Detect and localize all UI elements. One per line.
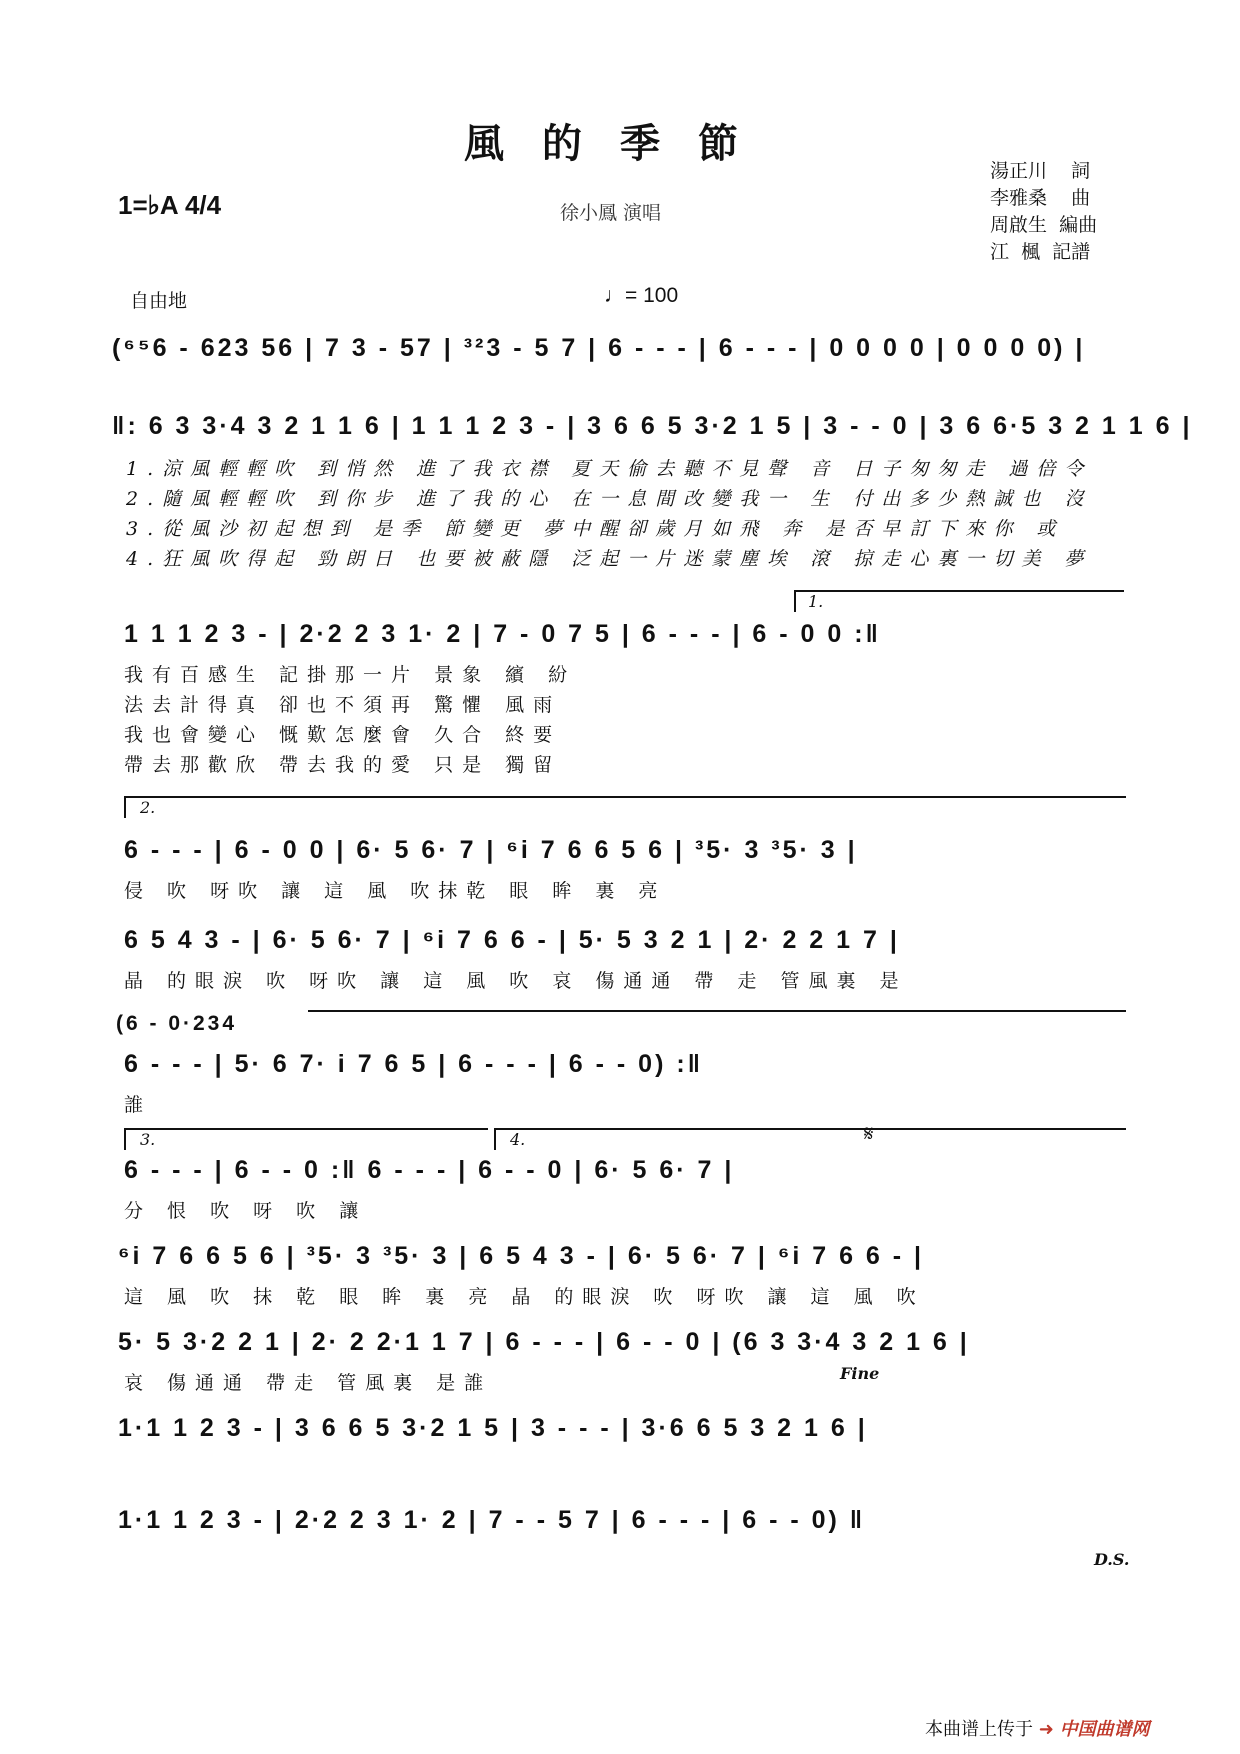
system-9-notes: 5· 5 3·2 2 1 | 2· 2 2·1 1 7 | 6 - - - | 6 - - 0 | (6 3 3·4 3 2 1 6 | [118, 1328, 970, 1356]
volta-1-bracket [794, 590, 1124, 592]
site-logo-icon: ➜ [1038, 1719, 1054, 1740]
system-8-notes: ⁶i 7 6 6 5 6 | ³5· 3 ³5· 3 | 6 5 4 3 - | 6· 5 6· 7 | ⁶i 7 6 6 - | [118, 1242, 925, 1270]
system-6-lyric: 誰 [124, 1094, 153, 1116]
system-5-notes: 6 5 4 3 - | 6· 5 6· 7 | ⁶i 7 6 6 - | 5· 5 3 2 1 | 2· 2 2 1 7 | [124, 926, 900, 954]
system-5-lyric: 晶 的眼淚 吹 呀吹 讓 這 風 吹 哀 傷通通 帶 走 管風裏 是 [124, 970, 908, 992]
system-2-lyric-2: 2.隨風輕輕吹 到你步 進了我的心 在一息間改變我一 生 付出多少熱誠也 沒 [126, 488, 1093, 510]
credit-composer: 李雅桑 曲 [990, 187, 1091, 209]
system-2-notes: ‖: 6 3 3·4 3 2 1 1 6 | 1 1 1 2 3 - | 3 6 6 5 3·2 1 5 | 3 - - 0 | 3 6 6·5 3 2 1 1 6 | [112, 412, 1193, 440]
system-7-lyric: 分 恨 吹 呀 吹 讓 [124, 1200, 368, 1222]
system-3-notes: 1 1 1 2 3 - | 2·2 2 3 1· 2 | 7 - 0 7 5 | 6 - - - | 6 - 0 0 :‖ [124, 620, 881, 648]
credit-arranger: 周啟生 編曲 [990, 214, 1098, 236]
system-2-lyric-1: 1.涼風輕輕吹 到悄然 進了我衣襟 夏天偷去聽不見聲 音 日子匆匆走 過倍令 [126, 458, 1093, 480]
system-2-lyric-4: 4.狂風吹得起 勁朗日 也要被蔽隱 泛起一片迷蒙塵埃 滾 掠走心裏一切美 夢 [126, 548, 1093, 570]
system-7-notes: 6 - - - | 6 - - 0 :‖ 6 - - - | 6 - - 0 | 6· 5 6· 7 | [124, 1156, 735, 1184]
volta-2-bracket [124, 796, 1126, 798]
system-6-upper-notes: (6 - 0·234 [116, 1012, 238, 1035]
system-10-notes: 1·1 1 2 3 - | 3 6 6 5 3·2 1 5 | 3 - - - | 3·6 6 5 3 2 1 6 | [118, 1414, 868, 1442]
system-3-lyric-4: 帶去那歡欣 帶去我的愛 只是 獨留 [124, 754, 562, 776]
volta-2-bracket-edge [124, 796, 126, 818]
credit-lyricist: 湯正川 詞 [990, 160, 1091, 182]
system-11-notes: 1·1 1 2 3 - | 2·2 2 3 1· 2 | 7 - - 5 7 | 6 - - - | 6 - - 0) ‖ [118, 1506, 866, 1534]
system-4-lyric: 侵 吹 呀吹 讓 這 風 吹抹乾 眼 眸 裏 亮 [124, 880, 667, 902]
system-1-notes: (⁶⁵6 - 623 56 | 7 3 - 57 | ³²3 - 5 7 | 6 - - - | 6 - - - | 0 0 0 0 | 0 0 0 0) | [112, 334, 1086, 362]
footer-prefix: 本曲谱上传于 [925, 1719, 1033, 1740]
footer-brand[interactable]: 中国曲谱网 [1059, 1719, 1150, 1740]
volta-2-label: 2. [140, 798, 156, 817]
ds-marker: D.S. [1094, 1550, 1130, 1569]
credits [990, 158, 1097, 266]
tempo-label: 自由地 [130, 290, 188, 312]
fine-marker: Fine [840, 1364, 880, 1383]
volta-3-bracket [124, 1128, 488, 1130]
volta-1-bracket-edge [794, 590, 796, 612]
system-8-lyric: 這 風 吹 抹 乾 眼 眸 裏 亮 晶 的眼淚 吹 呀吹 讓 這 風 吹 [124, 1286, 925, 1308]
repeat-bracket [308, 1010, 1126, 1012]
tempo-mark: ♩= 100 [604, 284, 679, 307]
system-4-notes: 6 - - - | 6 - 0 0 | 6· 5 6· 7 | ⁶i 7 6 6 5 6 | ³5· 3 ³5· 3 | [124, 836, 858, 864]
volta-1-label: 1. [808, 592, 824, 611]
volta-3-bracket-edge [124, 1128, 126, 1150]
volta-4-bracket [494, 1128, 1126, 1130]
key-signature: 1=♭A 4/4 [118, 190, 222, 220]
system-3-lyric-3: 我也會變心 慨歎怎麼會 久合 終要 [124, 724, 562, 746]
system-2-lyric-3: 3.從風沙初起想到 是季 節變更 夢中醒卻歲月如飛 奔 是否早訂下來你 或 [126, 518, 1065, 540]
song-title: 風的季節 [464, 120, 776, 167]
volta-4-bracket-edge [494, 1128, 496, 1150]
volta-4-label: 4. [510, 1130, 526, 1149]
credit-transcriber: 江 楓 記譜 [990, 241, 1091, 263]
performer: 徐小鳳 演唱 [560, 202, 662, 224]
system-6-notes: 6 - - - | 5· 6 7· i 7 6 5 | 6 - - - | 6 - - 0) :‖ [124, 1050, 704, 1078]
footer [925, 1715, 1150, 1741]
volta-3-label: 3. [140, 1130, 156, 1149]
system-3-lyric-1: 我有百感生 記掛那一片 景象 繽 紛 [124, 664, 577, 686]
system-3-lyric-2: 法去計得真 卻也不須再 驚懼 風雨 [124, 694, 562, 716]
segno-sign: 𝄋 [864, 1122, 874, 1147]
system-9-lyric: 哀 傷通通 帶走 管風裏 是誰 [124, 1372, 493, 1394]
